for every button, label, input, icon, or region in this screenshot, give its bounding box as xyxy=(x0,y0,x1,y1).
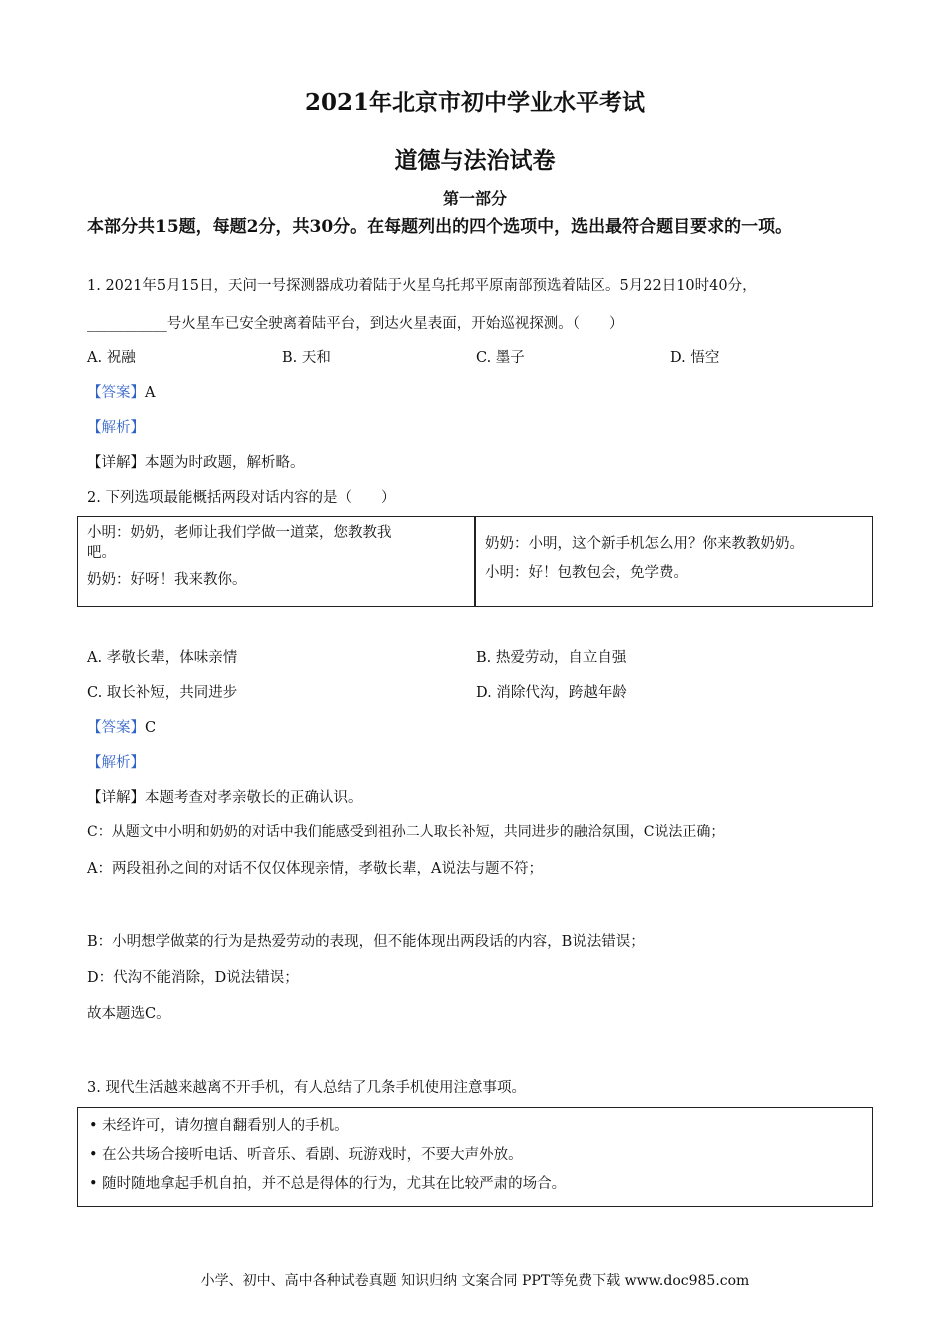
q1-analysis-tag: 【解析】 xyxy=(87,420,145,436)
q2-explanation-d: D：代沟不能消除，D说法错误； xyxy=(87,970,299,986)
q2-option-a: A. 孝敬长辈，体味亲情 xyxy=(87,650,238,666)
q1-option-c: C. 墨子 xyxy=(476,350,525,366)
q2-conclusion: 故本题选C。 xyxy=(87,1006,171,1022)
q1-stem-line1: 1. 2021年5月15日，天问一号探测器成功着陆于火星乌托邦平原南部预选着陆区。5月22日10时40分， xyxy=(87,278,757,294)
q2-left-line2: 吧。 xyxy=(87,545,116,561)
q2-option-c: C. 取长补短，共同进步 xyxy=(87,685,238,701)
q3-bullet-3: • 随时随地拿起手机自拍，并不总是得体的行为，尤其在比较严肃的场合。 xyxy=(89,1176,567,1192)
exam-title: 2021年北京市初中学业水平考试 xyxy=(304,89,645,116)
q1-answer-tag: 【答案】 xyxy=(87,385,145,401)
q1-option-d: D. 悟空 xyxy=(670,350,720,366)
page-footer: 小学、初中、高中各种试卷真题 知识归纳 文案合同 PPT等免费下载 www.doc985.com xyxy=(200,1273,750,1289)
q2-explanation-b: B：小明想学做菜的行为是热爱劳动的表现，但不能体现出两段话的内容，B说法错误； xyxy=(87,934,645,950)
q1-detail: 【详解】本题为时政题，解析略。 xyxy=(87,455,305,471)
q2-option-d: D. 消除代沟，跨越年龄 xyxy=(476,685,627,701)
q2-analysis-tag: 【解析】 xyxy=(87,755,145,771)
q1-option-a: A. 祝融 xyxy=(87,350,136,366)
q3-stem: 3. 现代生活越来越离不开手机，有人总结了几条手机使用注意事项。 xyxy=(87,1080,526,1096)
q2-detail: 【详解】本题考查对孝亲敬长的正确认识。 xyxy=(87,790,363,806)
q2-right-line1: 奶奶：小明，这个新手机怎么用？你来教教奶奶。 xyxy=(485,536,804,552)
part-instruction: 本部分共15题，每题2分，共30分。在每题列出的四个选项中，选出最符合题目要求的一项。 xyxy=(87,217,793,237)
q2-left-line1: 小明：奶奶，老师让我们学做一道菜，您教教我 xyxy=(87,525,392,541)
q3-bullet-1: • 未经许可，请勿擅自翻看别人的手机。 xyxy=(89,1118,349,1134)
q1-option-b: B. 天和 xyxy=(282,350,331,366)
q1-answer: A xyxy=(145,385,156,401)
q2-right-line2: 小明：好！包教包会，免学费。 xyxy=(485,565,688,581)
q2-answer-tag: 【答案】 xyxy=(87,720,145,736)
q3-bullet-2: • 在公共场合接听电话、听音乐、看剧、玩游戏时，不要大声外放。 xyxy=(89,1147,523,1163)
q2-explanation-a: A：两段祖孙之间的对话不仅仅体现亲情，孝敬长辈，A说法与题不符； xyxy=(87,861,543,877)
part-heading: 第一部分 xyxy=(442,189,507,208)
q1-stem-line2: ___________号火星车已安全驶离着陆平台，到达火星表面，开始巡视探测。（ ） xyxy=(87,316,624,332)
q2-table-divider xyxy=(474,516,476,607)
q2-option-b: B. 热爱劳动，自立自强 xyxy=(476,650,627,666)
q2-answer-line xyxy=(87,716,156,737)
q2-left-line3: 奶奶：好呀！我来教你。 xyxy=(87,572,247,588)
q2-answer: C xyxy=(145,720,157,736)
q2-explanation-c: C：从题文中小明和奶奶的对话中我们能感受到祖孙二人取长补短，共同进步的融洽氛围，C说法正确； xyxy=(87,824,725,840)
exam-subtitle: 道德与法治试卷 xyxy=(394,147,556,174)
q1-answer-line xyxy=(87,381,155,402)
q2-stem: 2. 下列选项最能概括两段对话内容的是（ ） xyxy=(87,490,396,506)
